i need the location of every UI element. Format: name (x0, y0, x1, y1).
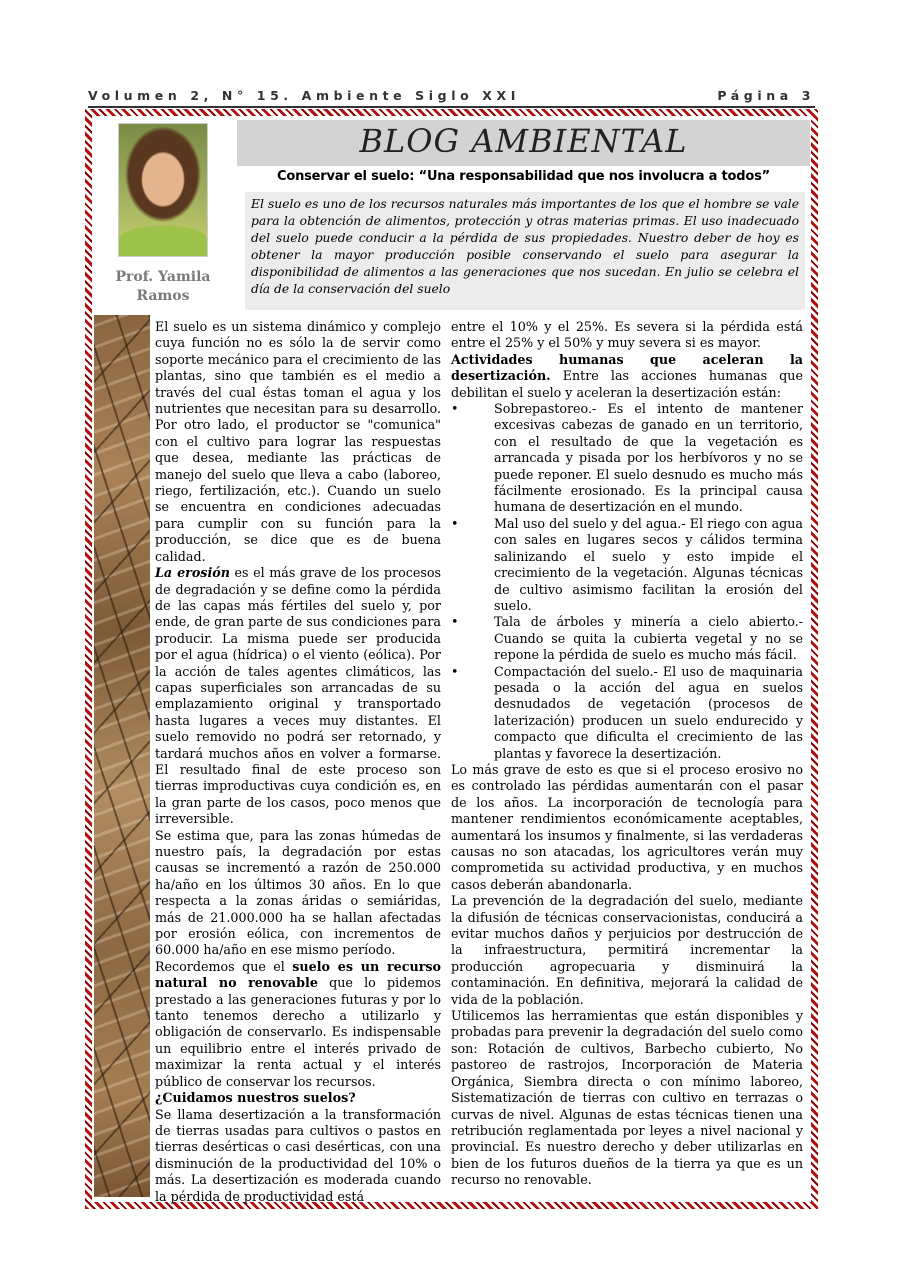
resource-text-a: Recordemos que el (155, 958, 293, 974)
page-header (88, 88, 815, 108)
article-subtitle: Conservar el suelo: “Una responsabilidad que nos involucra a todos” (277, 169, 770, 184)
paragraph-resource (155, 959, 441, 1090)
bullet-icon: • (451, 515, 459, 531)
author-photo (118, 123, 208, 257)
title-band (237, 120, 810, 166)
article-abstract: El suelo es uno de los recursos naturales más importantes de los que el hombre se vale para la obtención de alimentos, protección y otras materias primas. El uso inadecuado del suelo puede conducir a la pérdida de sus propiedades. Nuestro deber de hoy es obtener la mayor producción posible conservando el suelo para asegurar la disponibilidad de alimentos a las generaciones que nos sucedan. En julio se celebra el día de la conservación del suelo (245, 192, 805, 310)
paragraph: Utilicemos las herramientas que están disponibles y probadas para prevenir la degradación del suelo como son: Rotación de cultivos, Barbecho cubierto, No pastoreo de rastrojos, Incorporación de Materia Orgánica, Siembra directa o con mínimo laboreo, Sistematización de tierras con cultivo en terrazas o curvas de nivel. Algunas de estas técnicas tienen una retribución reglamentada por leyes a nivel nacional y provincial. Es nuestro derecho y deber utilizarlas en bien de los futuros dueños de la tierra ya que es un recurso no renovable. (451, 1008, 803, 1188)
section-heading (155, 1090, 441, 1106)
list-item-text: Mal uso del suelo y del agua.- El riego con agua con sales en lugares secos y cálidos termina salinizando el suelo y esto impide el crecimiento de la vegetación. Algunas técnicas de cultivo asimismo facilitan la erosión del suelo. (494, 515, 803, 613)
resource-emphasis: suelo es un recurso natural no renovable (155, 958, 441, 991)
blog-title: BLOG AMBIENTAL (359, 122, 688, 160)
list-item (451, 614, 803, 663)
bullet-icon: • (451, 401, 459, 417)
bullet-icon: • (451, 663, 459, 679)
paragraph: Lo más grave de esto es que si el proceso erosivo no es controlado las pérdidas aumentarán con el pasar de los años. La incorporación de tecnología para mantener rendimientos económicamente aceptables, aumentará los insumos y finalmente, si las verdaderas causas no son atacadas, los agricultores verán muy comprometida su actividad productiva, y en muchos casos deberán abandonarla. (451, 761, 803, 892)
erosion-term: La erosión (155, 565, 230, 581)
bullet-icon: • (451, 614, 459, 630)
paragraph: El suelo es un sistema dinámico y complejo cuya función no es sólo la de servir como soporte mecánico para el crecimiento de las plantas, sino que también es el medio a través del cual éstas toman el agua y los nutrientes que necesitan para su desarrollo. Por otro lado, el productor se "comunica" con el cultivo para lograr las respuestas que desea, mediante las prácticas de manejo del suelo que lleva a cabo (laboreo, riego, fertilización, etc.). Cuando un suelo se encuentra en condiciones adecuadas para cumplir con su función para la producción, se dice que es de buena calidad. (155, 319, 441, 564)
author-name (108, 268, 218, 306)
paragraph: La prevención de la degradación del suelo, mediante la difusión de técnicas conservacionistas, conducirá a evitar muchos daños y perjuicios por destrucción de la infraestructura, permitirá incrementar la producción agropecuaria y disminuirá la contaminación. En definitiva, mejorará la calidad de vida de la población. (451, 893, 803, 1007)
author-photo-shoulders (119, 226, 207, 256)
volume-info: Volumen 2, N° 15. Ambiente Siglo XXI (88, 88, 520, 103)
activities-intro: Entre las acciones humanas que debilitan el suelo y aceleran la desertización están: (451, 368, 803, 400)
article-column-1 (155, 319, 441, 1205)
list-item (451, 664, 803, 762)
activities-heading: Actividades humanas que aceleran la desertización. (451, 351, 803, 384)
paragraph: Se estima que, para las zonas húmedas de nuestro país, la degradación por estas causas se incrementó a razón de 250.000 ha/año en los últimos 30 años. En lo que respecta a la zonas áridas o semiáridas, más de 21.000.000 ha se hallan afectadas por erosión eólica, con incrementos de 60.000 ha/año en ese mismo período. (155, 827, 441, 958)
activities-list (451, 401, 803, 762)
list-item (451, 401, 803, 516)
author-name-line2: Ramos (136, 288, 190, 304)
list-item-text: Sobrepastoreo.- Es el intento de mantener excesivas cabezas de ganado en un territorio, con el resultado de que la vegetación es arrancada y pisada por los herbívoros y no se puede reponer. El suelo desnudo es mucho más fácilmente erosionado. Es la principal causa humana de desertización en el mundo. (494, 401, 803, 515)
paragraph: Se llama desertización a la transformación de tierras usadas para cultivos o pastos en tierras desérticas o casi desérticas, con una disminución de la productividad del 10% o más. La desertización es moderada cuando la pérdida de productividad está (155, 1106, 441, 1204)
activities-paragraph (451, 352, 803, 401)
list-item (451, 516, 803, 614)
article-column-2 (451, 319, 803, 1189)
section-heading-text: ¿Cuidamos nuestros suelos? (155, 1090, 356, 1106)
cracked-soil-image (94, 315, 150, 1197)
list-item-text: Compactación del suelo.- El uso de maquinaria pesada o la acción del agua en suelos desnudados de vegetación (procesos de laterización) producen un suelo endurecido y compacto que dificulta el crecimiento de las plantas y favorece la desertización. (494, 663, 803, 761)
paragraph: entre el 10% y el 25%. Es severa si la pérdida está entre el 25% y el 50% y muy severa si es mayor. (451, 319, 803, 351)
author-name-line1: Prof. Yamila (115, 269, 211, 285)
resource-text-b: que lo pidemos prestado a las generaciones futuras y por lo tanto tenemos derecho a utilizarlo y obligación de conservarlo. Es indispensable un equilibrio entre el interés privado de maximizar la renta actual y el interés público de conservar los recursos. (155, 975, 442, 1089)
page-number: Página 3 (717, 88, 815, 103)
paragraph-erosion (155, 565, 441, 828)
list-item-text: Tala de árboles y minería a cielo abierto.- Cuando se quita la cubierta vegetal y no se repone la pérdida de suelo es mucho más fácil. (494, 614, 803, 663)
erosion-text: es el más grave de los procesos de degradación y se define como la pérdida de las capas más fértiles del suelo y, por ende, de gran parte de sus condiciones para producir. La misma puede ser producida por el agua (hídrica) o el viento (eólica). Por la acción de tales agentes climáticos, las capas superficiales son arrancadas de su emplazamiento original y transportado hasta lugares a veces muy distantes. El suelo removido no podrá ser retornado, y tardará muchos años en volver a formarse. El resultado final de este proceso son tierras improductivas cuya condición es, en la gran parte de los casos, poco menos que irreversible. (155, 565, 441, 827)
